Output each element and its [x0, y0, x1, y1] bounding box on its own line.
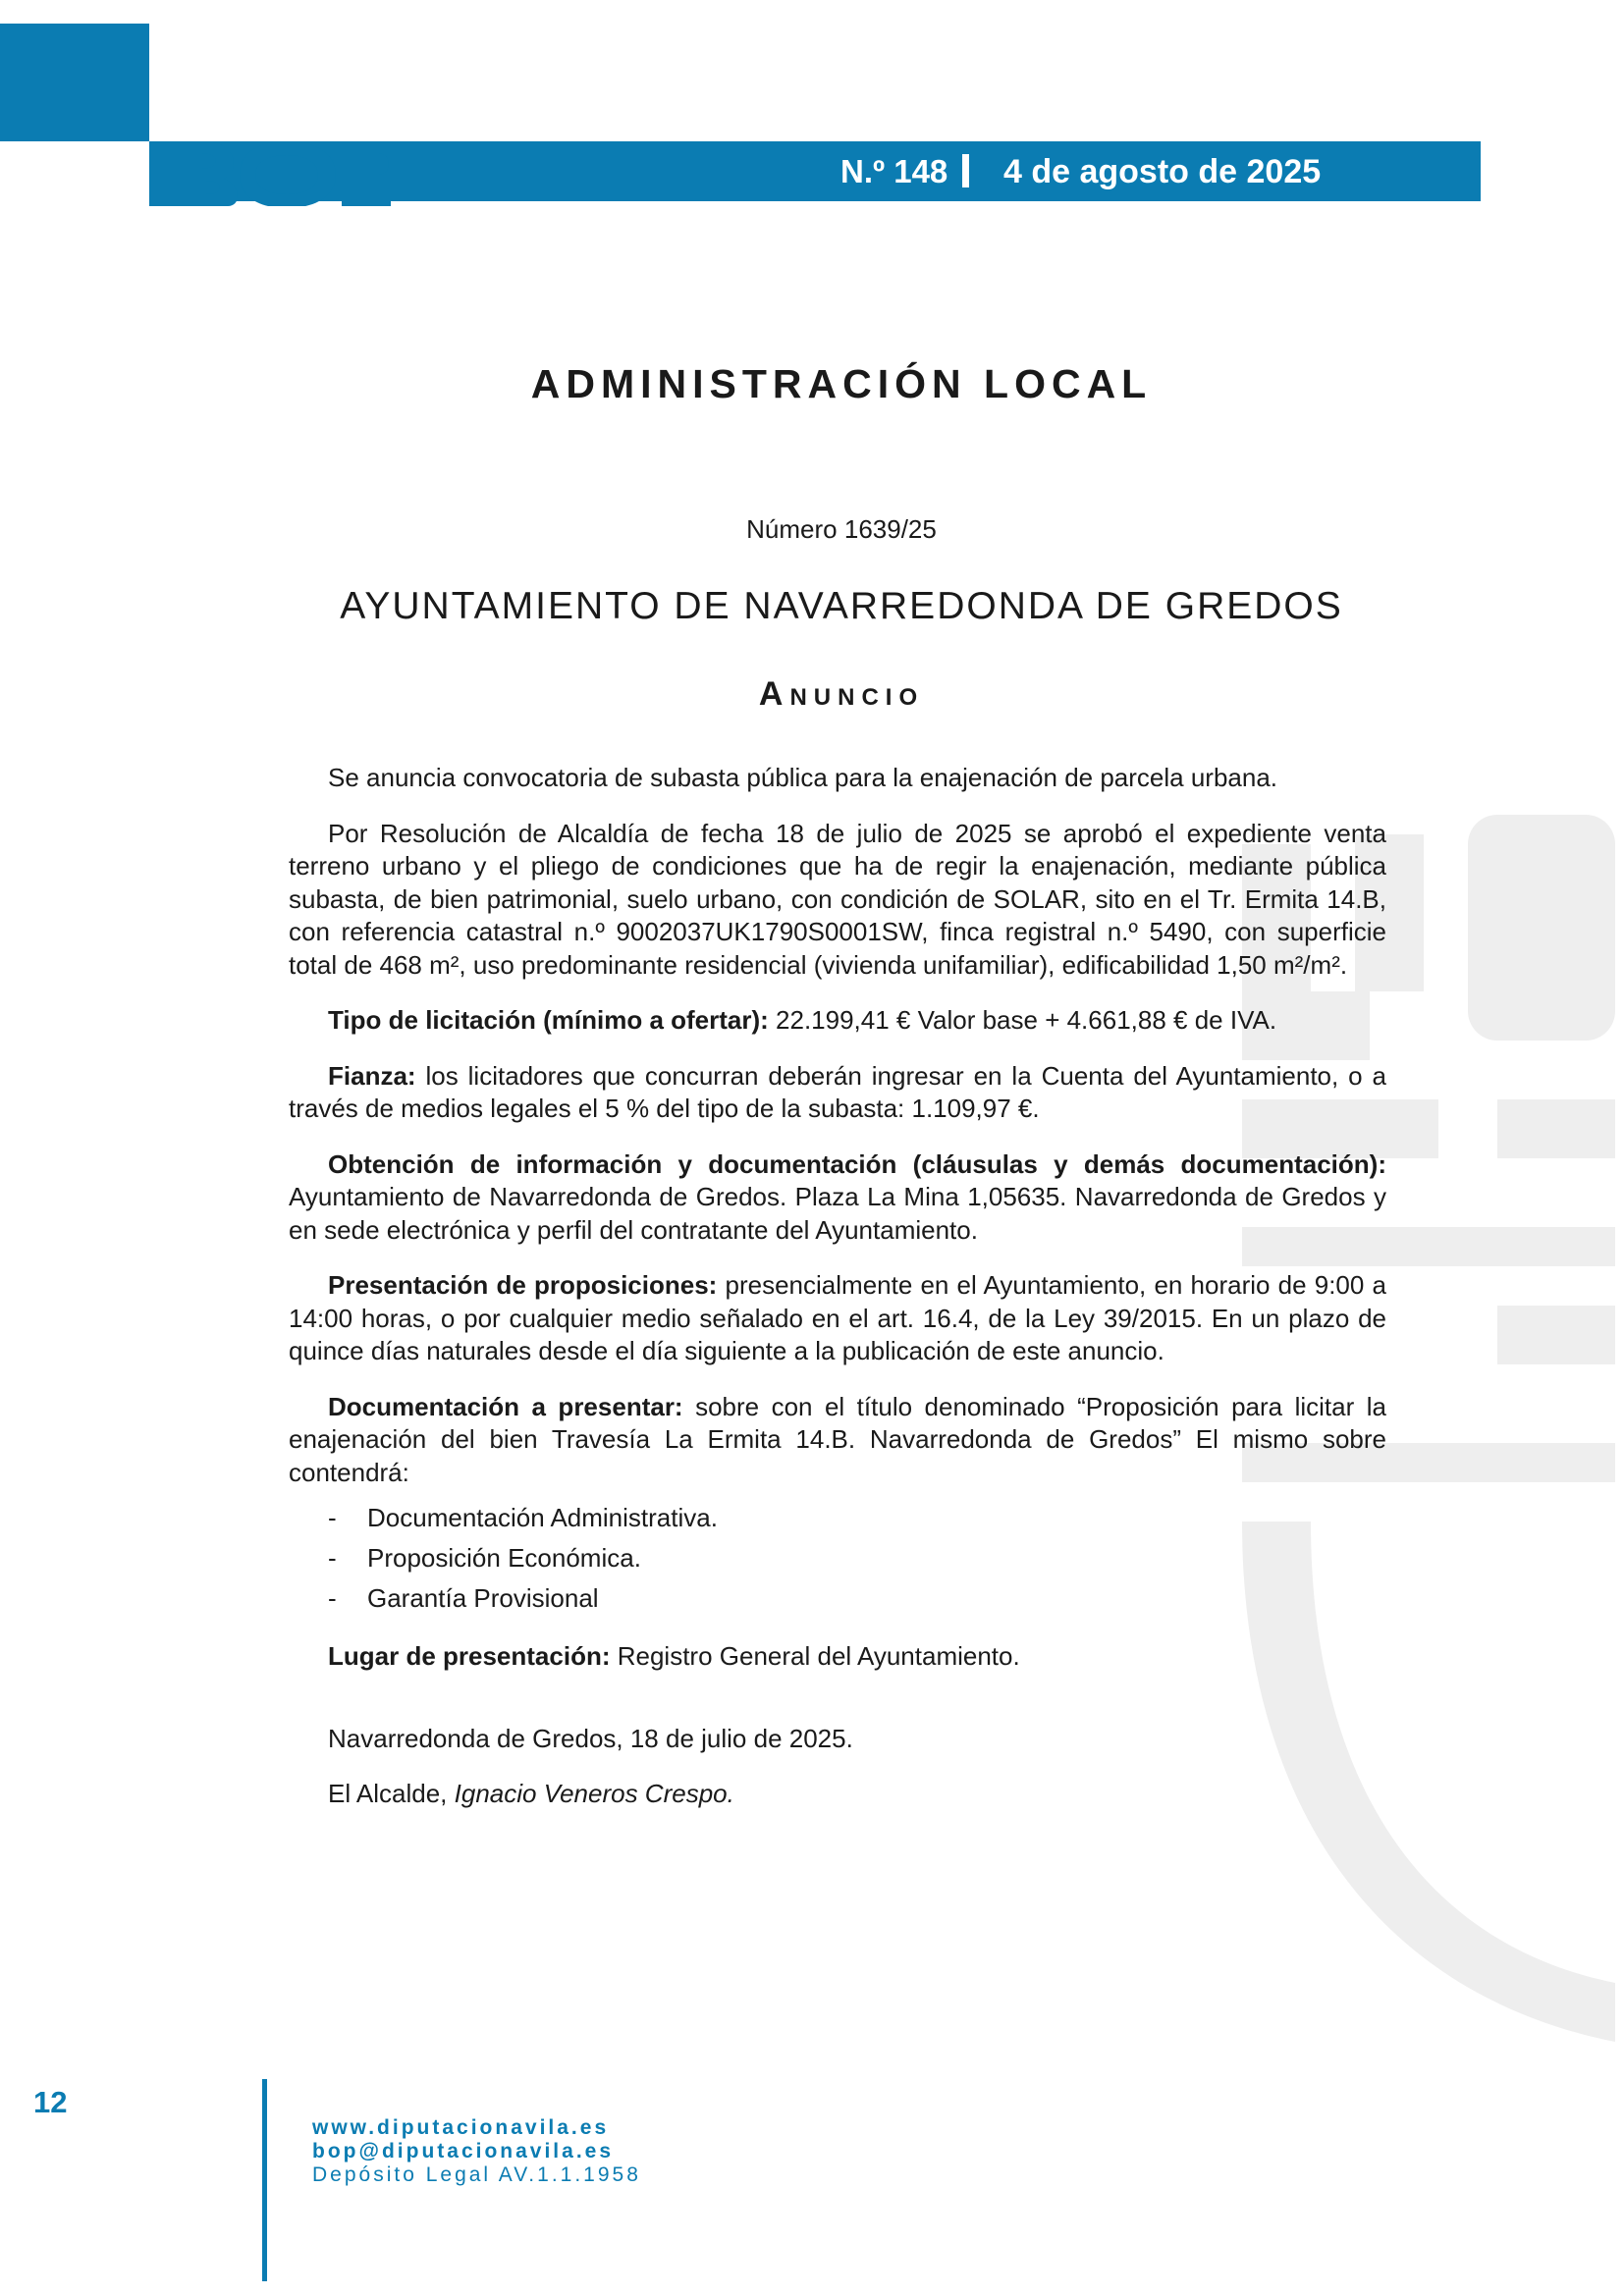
header-corner-block — [0, 24, 149, 141]
fianza-label: Fianza: — [328, 1060, 416, 1091]
issue-number: N.º 148 — [840, 153, 948, 189]
page-number: 12 — [33, 2085, 68, 2119]
announcement-body — [289, 762, 1386, 1834]
documentacion-text: sobre con el título denominado “Proposición para licitar la enajenación del bien Travesía La Ermita 14.B. Navarredonda de Gredos” El mismo sobre contendrá: — [289, 1391, 1386, 1487]
documentacion-paragraph — [289, 1391, 1386, 1490]
presentacion-paragraph — [289, 1269, 1386, 1368]
section-title: ADMINISTRACIÓN LOCAL — [530, 361, 1153, 406]
list-dash: - — [328, 1503, 337, 1532]
fianza-text: los licitadores que concurran deberán ingresar en la Cuenta del Ayuntamiento, o a través de medios legales el 5 % del tipo de la subasta: 1.109,97 €. — [289, 1060, 1386, 1123]
list-item-text: Documentación Administrativa. — [367, 1503, 718, 1532]
tipo-licitacion-label: Tipo de licitación (mínimo a ofertar): — [328, 1005, 769, 1035]
intro-paragraph: Se anuncia convocatoria de subasta pública para la enajenación de parcela urbana. — [328, 763, 1278, 792]
informacion-paragraph — [289, 1148, 1386, 1248]
issue-date: 4 de agosto de 2025 — [1003, 153, 1322, 190]
issue-separator — [962, 154, 969, 187]
list-item-text: Proposición Económica. — [367, 1543, 641, 1573]
footer-contact — [312, 2116, 641, 2187]
lugar-text: Registro General del Ayuntamiento. — [610, 1641, 1020, 1671]
list-item-text: Garantía Provisional — [367, 1583, 599, 1613]
email-link[interactable]: bop@diputacionavila.es — [312, 2140, 615, 2163]
organization-name: AYUNTAMIENTO DE NAVARREDONDA DE GREDOS — [340, 585, 1343, 627]
legal-deposit: Depósito Legal AV.1.1.1958 — [312, 2163, 641, 2186]
document-list — [289, 1498, 1386, 1619]
presentacion-text: presencialmente en el Ayuntamiento, en horario de 9:00 a 14:00 horas, o por cualquier medio señalado en el art. 16.4, de la Ley 39/2015. En un plazo de quince días naturales desde el día siguiente a la publicación de este anuncio. — [289, 1270, 1386, 1365]
list-item — [289, 1498, 1386, 1538]
bop-logo — [145, 137, 391, 206]
informacion-text: Ayuntamiento de Navarredonda de Gredos. Plaza La Mina 1,05635. Navarredonda de Gredos y en sede electrónica y perfil del contratante del Ayuntamiento. — [289, 1182, 1386, 1245]
list-dash: - — [328, 1583, 337, 1613]
informacion-label: Obtención de información y documentación (cláusulas y demás documentación): — [328, 1148, 1386, 1179]
signer-name: Ignacio Veneros Crespo. — [454, 1779, 734, 1808]
website-link[interactable]: www.diputacionavila.es — [312, 2116, 610, 2139]
document-number: Número 1639/25 — [746, 514, 937, 544]
lugar-paragraph — [289, 1640, 1386, 1674]
signature-line — [289, 1778, 1386, 1811]
place-date: Navarredonda de Gredos, 18 de julio de 2025. — [328, 1723, 853, 1753]
notice-type: Anuncio — [758, 675, 925, 713]
fianza-paragraph — [289, 1060, 1386, 1126]
documentacion-label: Documentación a presentar: — [328, 1391, 683, 1421]
lugar-label: Lugar de presentación: — [328, 1641, 611, 1671]
footer-rule — [262, 2079, 267, 2281]
list-item — [289, 1578, 1386, 1619]
tipo-licitacion-paragraph — [289, 1004, 1386, 1038]
signer-role: El Alcalde, — [328, 1779, 455, 1808]
presentacion-label: Presentación de proposiciones: — [328, 1270, 718, 1300]
list-item — [289, 1538, 1386, 1578]
tipo-licitacion-text: 22.199,41 € Valor base + 4.661,88 € de IVA. — [768, 1005, 1277, 1035]
resolution-paragraph: Por Resolución de Alcaldía de fecha 18 de julio de 2025 se aprobó el expediente venta terreno urbano y el pliego de condiciones que ha de regir la enajenación, mediante pública subasta, de bien patrimonial, suelo urbano, con condición de SOLAR, sito en el Tr. Ermita 14.B, con referencia catastral n.º 9002037UK1790S0001SW, finca registral n.º 5490, con superficie total de 468 m², uso predominante residencial (vivienda unifamiliar), edificabilidad 1,50 m²/m². — [289, 818, 1386, 980]
list-dash: - — [328, 1543, 337, 1573]
spacer — [289, 1696, 1386, 1723]
